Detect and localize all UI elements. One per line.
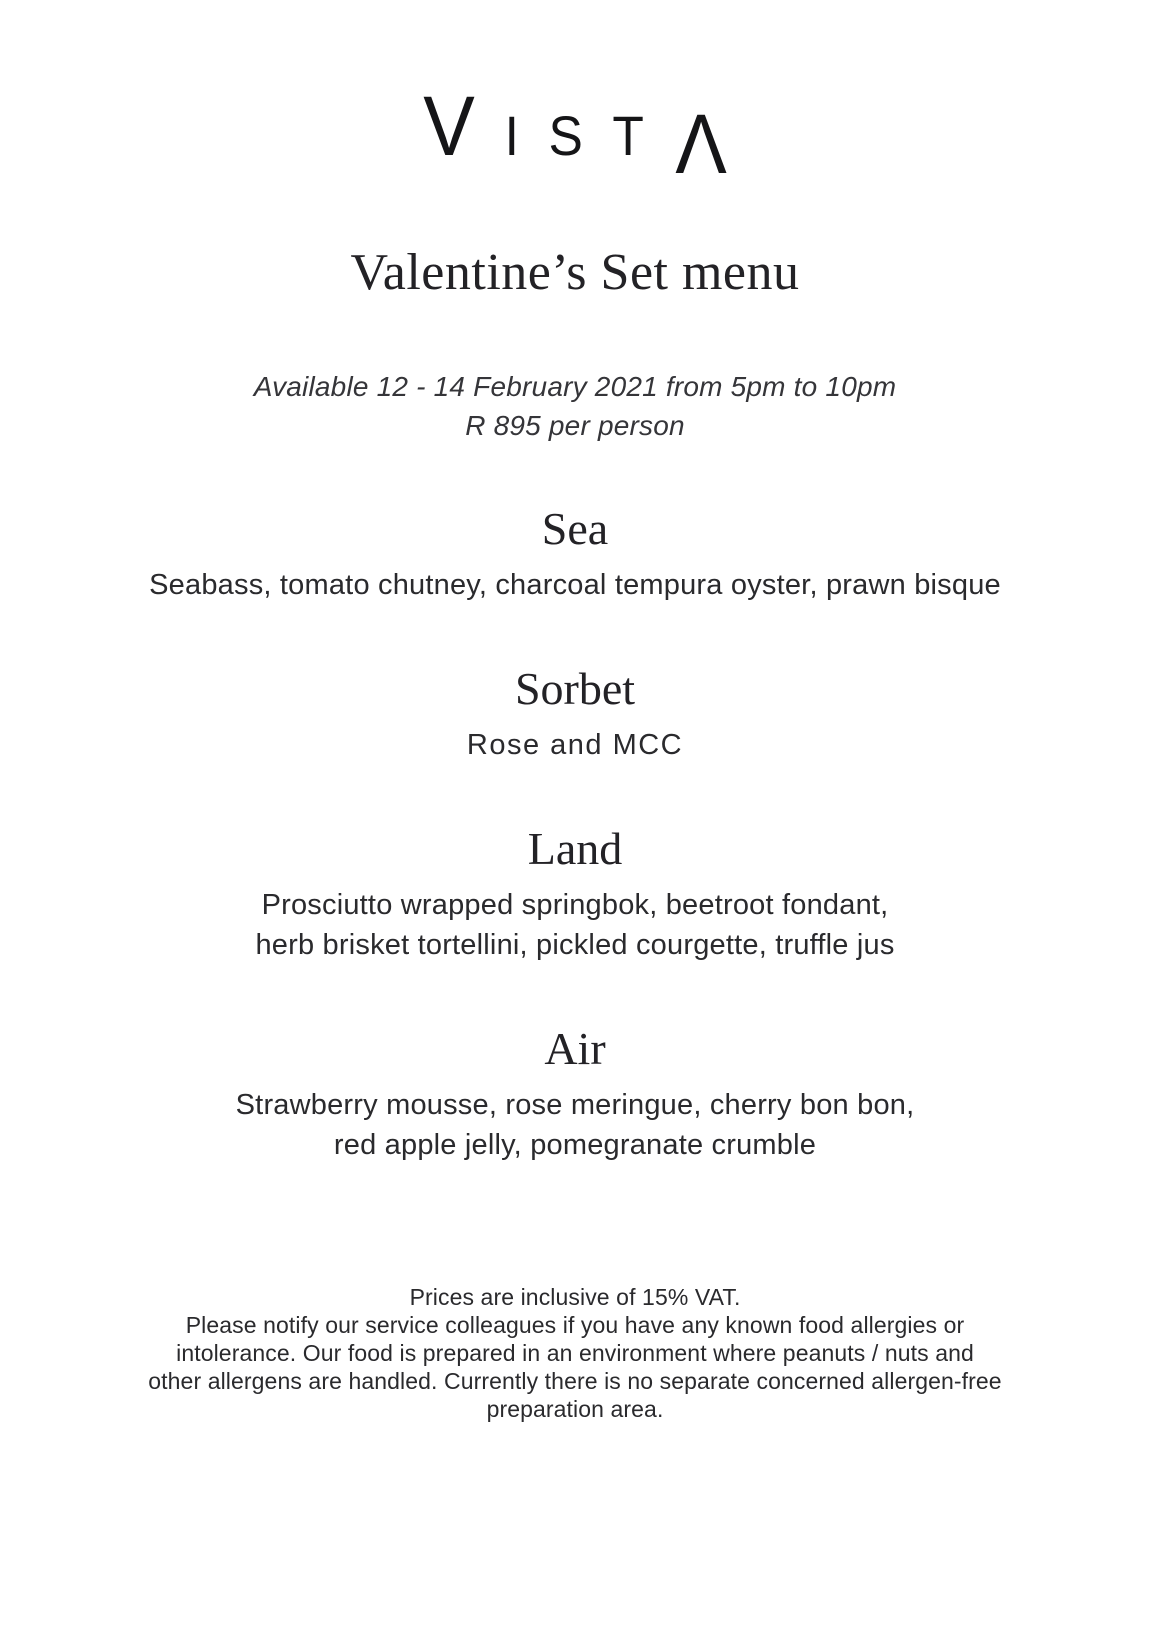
course-land bbox=[0, 823, 1150, 965]
logo-letter-v: V bbox=[423, 79, 476, 173]
course-name: Sorbet bbox=[514, 663, 636, 715]
logo-letter-t: T bbox=[612, 104, 645, 167]
course-name: Air bbox=[544, 1023, 606, 1075]
logo-letter-s: S bbox=[548, 104, 583, 167]
course-description-line: Rose and MCC bbox=[466, 729, 684, 762]
logo-letter-i: I bbox=[505, 104, 520, 167]
course-name: Land bbox=[527, 823, 623, 875]
vat-note: Prices are inclusive of 15% VAT. bbox=[409, 1283, 741, 1310]
allergy-note-line: Please notify our service colleagues if you have any known food allergies or bbox=[185, 1311, 965, 1338]
course-description-line: Seabass, tomato chutney, charcoal tempura oyster, prawn bisque bbox=[149, 569, 1001, 602]
availability-note bbox=[0, 367, 1150, 445]
availability-dates: Available 12 - 14 February 2021 from 5pm to 10pm bbox=[253, 371, 897, 403]
allergy-note-line: intolerance. Our food is prepared in an environment where peanuts / nuts and bbox=[176, 1339, 974, 1366]
course-description-line: herb brisket tortellini, pickled courgette, truffle jus bbox=[255, 929, 895, 962]
course-description-line: red apple jelly, pomegranate crumble bbox=[333, 1128, 817, 1161]
course-name: Sea bbox=[541, 503, 609, 555]
menu-title: Valentine’s Set menu bbox=[350, 244, 800, 301]
footer-disclaimer bbox=[0, 1283, 1150, 1423]
course-description-line: Strawberry mousse, rose meringue, cherry bon bon, bbox=[235, 1088, 915, 1121]
restaurant-logo bbox=[0, 0, 1150, 191]
course-air bbox=[0, 1023, 1150, 1165]
course-sorbet bbox=[0, 663, 1150, 765]
allergy-note-line: other allergens are handled. Currently there is no separate concerned allergen-free bbox=[148, 1367, 1002, 1394]
course-sea bbox=[0, 503, 1150, 605]
price-per-person: R 895 per person bbox=[465, 410, 685, 442]
course-description-line: Prosciutto wrapped springbok, beetroot fondant, bbox=[261, 889, 889, 922]
allergy-note-line: preparation area. bbox=[486, 1395, 664, 1422]
logo-letter-a: Λ bbox=[674, 97, 727, 191]
